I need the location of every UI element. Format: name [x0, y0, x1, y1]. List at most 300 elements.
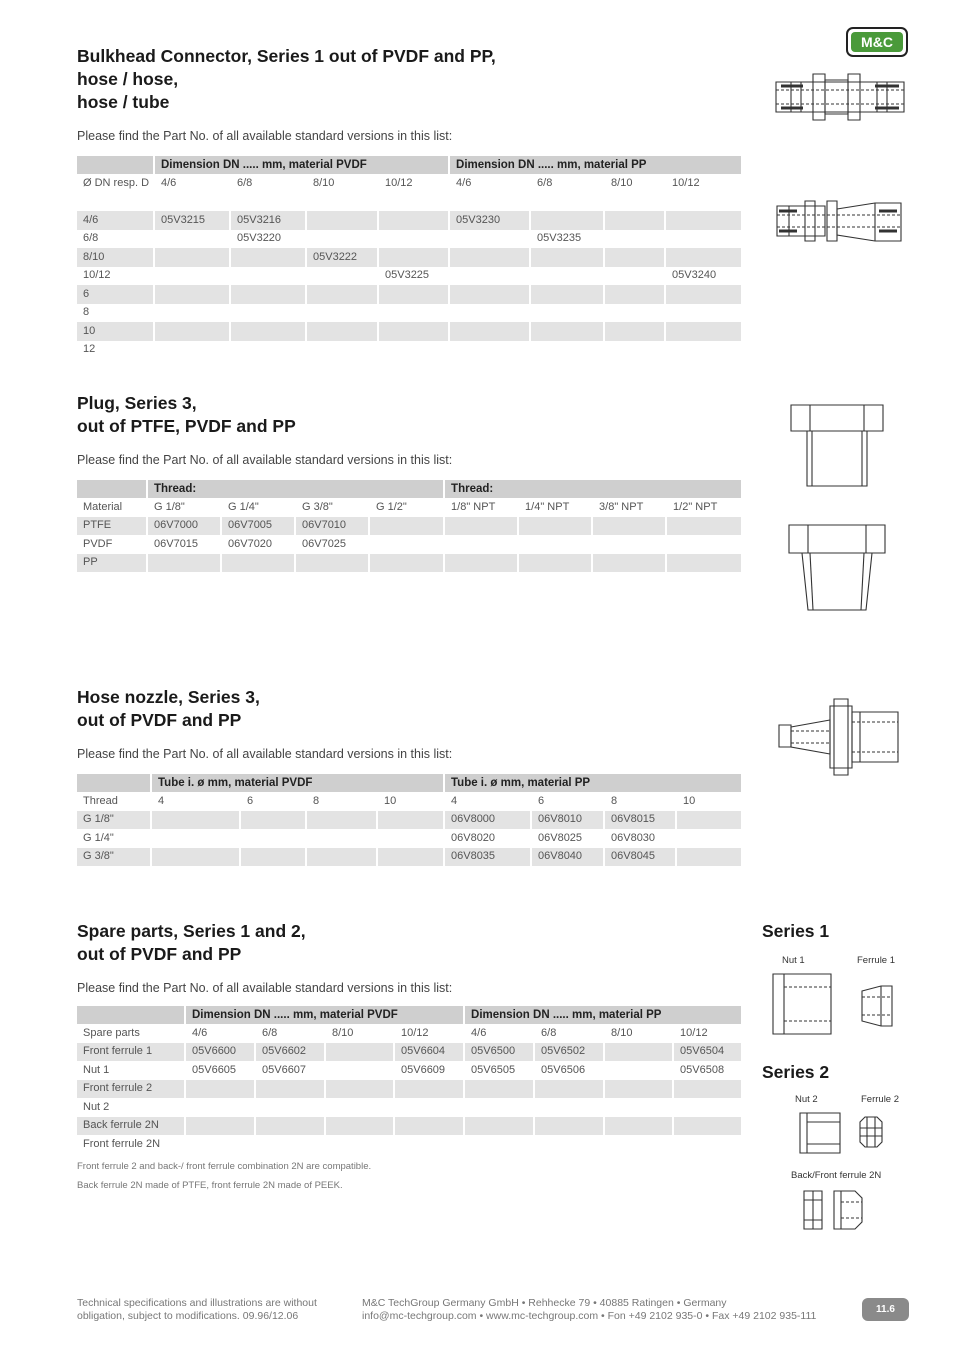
- table-cell: [529, 322, 603, 341]
- table-row: [77, 248, 741, 267]
- table-cell: [448, 322, 529, 341]
- table-cell: [376, 811, 443, 830]
- table-cell: 06V8045: [603, 848, 675, 867]
- spare-note-compatibility: Front ferrule 2 and back-/ front ferrule combination 2N are compatible.: [77, 1161, 372, 1172]
- front-ferrule-2n-drawing: [833, 1190, 863, 1230]
- table-cell: [393, 1117, 463, 1136]
- row-header-label: Material: [83, 500, 123, 513]
- plug-title: [77, 392, 296, 438]
- column-header: G 1/8": [146, 498, 220, 517]
- table-cell: 06V7015: [146, 535, 220, 554]
- table-cell: [324, 1080, 393, 1099]
- table-cell: [463, 1135, 533, 1154]
- group-header-thread-npt: Thread:: [443, 480, 741, 498]
- header-corner: [77, 774, 150, 792]
- table-cell: [675, 829, 741, 848]
- table-cell: [664, 248, 741, 267]
- table-cell: [294, 554, 368, 573]
- table-row: [77, 1098, 741, 1117]
- nut1-label: Nut 1: [782, 955, 805, 966]
- table-cell: [305, 267, 377, 286]
- table-cell: [324, 1117, 393, 1136]
- column-header: 4/6: [184, 1024, 254, 1043]
- table-cell: [448, 285, 529, 304]
- hose-nozzle-drawing: [778, 698, 900, 776]
- column-header: G 3/8": [294, 498, 368, 517]
- nozzle-column-header-row: [77, 792, 741, 811]
- table-row: [77, 829, 741, 848]
- row-label: PTFE: [77, 517, 146, 536]
- bulkhead-title-line: hose / tube: [77, 92, 170, 112]
- spare-parts-table: [77, 1006, 741, 1154]
- column-header: 10: [376, 792, 443, 811]
- footer-disclaimer-line: Technical specifications and illustrations are without: [77, 1297, 317, 1309]
- table-cell: [529, 304, 603, 323]
- column-header: 10: [675, 792, 741, 811]
- column-header: 8: [603, 792, 675, 811]
- table-cell: [675, 811, 741, 830]
- table-cell: 05V3235: [529, 230, 603, 249]
- nozzle-title-line: out of PVDF and PP: [77, 710, 242, 730]
- table-cell: 05V3225: [377, 267, 448, 286]
- bulkhead-title: [77, 45, 496, 114]
- table-cell: 06V7010: [294, 517, 368, 536]
- table-cell: [377, 211, 448, 230]
- column-header: 10/12: [664, 174, 741, 211]
- table-row: [77, 267, 741, 286]
- column-header: 8: [305, 792, 376, 811]
- ferrule2-label: Ferrule 2: [861, 1094, 900, 1105]
- company-logo: [846, 27, 908, 57]
- table-cell: [153, 248, 229, 267]
- table-cell: [153, 267, 229, 286]
- table-cell: [443, 517, 517, 536]
- table-cell: [305, 341, 377, 360]
- table-cell: [305, 211, 377, 230]
- table-cell: 06V7025: [294, 535, 368, 554]
- table-cell: [368, 517, 443, 536]
- table-row: [77, 341, 741, 360]
- table-cell: [664, 341, 741, 360]
- table-cell: [150, 848, 239, 867]
- table-cell: [376, 848, 443, 867]
- spare-title-line: out of PVDF and PP: [77, 944, 242, 964]
- table-cell: [517, 554, 591, 573]
- table-cell: [150, 811, 239, 830]
- table-cell: 05V6602: [254, 1043, 324, 1062]
- column-header: 8/10: [603, 174, 664, 211]
- table-row: [77, 811, 741, 830]
- footer-disclaimer: [77, 1297, 317, 1323]
- table-cell: [665, 535, 741, 554]
- table-cell: 05V6605: [184, 1061, 254, 1080]
- table-cell: [377, 285, 448, 304]
- row-label: 12: [83, 343, 96, 356]
- row-header-label: Thread: [83, 794, 118, 807]
- table-cell: [463, 1117, 533, 1136]
- table-cell: [603, 1061, 672, 1080]
- table-cell: [153, 285, 229, 304]
- table-cell: [393, 1080, 463, 1099]
- nozzle-table: [77, 774, 741, 866]
- group-header-thread-g: Thread:: [146, 480, 443, 498]
- table-row: [77, 848, 741, 867]
- table-cell: 06V8020: [443, 829, 530, 848]
- table-cell: [603, 322, 664, 341]
- back-ferrule-2n-drawing: [803, 1190, 823, 1230]
- row-label: 10/12: [83, 269, 111, 282]
- table-cell: [603, 211, 664, 230]
- column-header: 4/6: [448, 174, 529, 211]
- table-cell: [305, 285, 377, 304]
- table-cell: [184, 1135, 254, 1154]
- table-cell: [591, 535, 665, 554]
- table-row: [77, 304, 741, 323]
- group-header-pp: Dimension DN ..... mm, material PP: [448, 156, 741, 174]
- table-cell: [672, 1098, 741, 1117]
- bulkhead-group-header-row: [77, 156, 741, 174]
- row-label: 10: [77, 322, 153, 341]
- table-cell: [254, 1098, 324, 1117]
- table-row: [77, 1080, 741, 1099]
- table-cell: [229, 341, 305, 360]
- table-cell: 06V8000: [443, 811, 530, 830]
- column-header: 4/6: [463, 1024, 533, 1043]
- table-cell: 05V6604: [393, 1043, 463, 1062]
- bulkhead-column-header-row: [77, 174, 741, 211]
- table-cell: 06V8010: [530, 811, 603, 830]
- table-cell: 05V3220: [229, 230, 305, 249]
- column-header: 6: [530, 792, 603, 811]
- header-corner: [77, 1006, 184, 1024]
- table-cell: [305, 230, 377, 249]
- table-cell: [665, 554, 741, 573]
- column-header: 1/2" NPT: [665, 498, 741, 517]
- row-label: Front ferrule 1: [77, 1043, 184, 1062]
- table-cell: [305, 322, 377, 341]
- table-cell: [529, 285, 603, 304]
- column-header: 6/8: [529, 174, 603, 211]
- plug-group-header-row: [77, 480, 741, 498]
- table-cell: [448, 267, 529, 286]
- row-label: 8: [83, 306, 90, 319]
- table-cell: [305, 304, 377, 323]
- table-row: [77, 535, 741, 554]
- table-row: [77, 1117, 741, 1136]
- table-cell: 05V3230: [448, 211, 529, 230]
- table-cell: [150, 829, 239, 848]
- group-header-pp: Tube i. ø mm, material PP: [443, 774, 741, 792]
- nut1-drawing: [772, 973, 832, 1035]
- table-row: [77, 1135, 741, 1154]
- table-cell: [591, 554, 665, 573]
- table-cell: [463, 1080, 533, 1099]
- table-cell: [184, 1098, 254, 1117]
- table-cell: [603, 304, 664, 323]
- table-row: [77, 1043, 741, 1062]
- nozzle-title-line: Hose nozzle, Series 3,: [77, 687, 260, 707]
- table-cell: [517, 535, 591, 554]
- spare-note-materials: Back ferrule 2N made of PTFE, front ferrule 2N made of PEEK.: [77, 1180, 343, 1191]
- table-cell: [393, 1098, 463, 1117]
- plug-title-line: Plug, Series 3,: [77, 393, 197, 413]
- row-label: 6/8: [83, 232, 99, 245]
- table-cell: [254, 1080, 324, 1099]
- table-cell: 05V3222: [305, 248, 377, 267]
- table-cell: 05V6600: [184, 1043, 254, 1062]
- table-cell: [463, 1098, 533, 1117]
- table-cell: 05V6500: [463, 1043, 533, 1062]
- table-cell: [448, 230, 529, 249]
- plug-column-header-row: [77, 498, 741, 517]
- table-cell: [305, 811, 376, 830]
- row-label: 4/6: [77, 211, 153, 230]
- logo-text: M&C: [851, 32, 903, 52]
- column-header: 8/10: [324, 1024, 393, 1043]
- table-cell: [377, 304, 448, 323]
- ferrule1-label: Ferrule 1: [857, 955, 896, 966]
- column-header: 10/12: [377, 174, 448, 211]
- table-row: [77, 517, 741, 536]
- table-cell: [184, 1080, 254, 1099]
- header-corner: [77, 156, 153, 174]
- table-cell: 05V3215: [153, 211, 229, 230]
- table-cell: 06V8035: [443, 848, 530, 867]
- table-row: [77, 322, 741, 341]
- column-header: 1/8" NPT: [443, 498, 517, 517]
- table-cell: [603, 1135, 672, 1154]
- spare-title: [77, 920, 306, 966]
- table-cell: 05V6505: [463, 1061, 533, 1080]
- table-cell: [664, 211, 741, 230]
- table-cell: [603, 248, 664, 267]
- table-cell: [448, 341, 529, 360]
- column-header: 10/12: [672, 1024, 741, 1043]
- bulkhead-hose-tube-drawing: [775, 201, 903, 243]
- table-cell: [229, 322, 305, 341]
- column-header: 4/6: [153, 174, 229, 211]
- table-cell: [603, 1043, 672, 1062]
- plug-intro: Please find the Part No. of all available standard versions in this list:: [77, 453, 453, 467]
- table-cell: [377, 248, 448, 267]
- table-cell: [672, 1135, 741, 1154]
- table-cell: [220, 554, 294, 573]
- row-label: Back ferrule 2N: [77, 1117, 184, 1136]
- table-cell: [448, 304, 529, 323]
- table-cell: [603, 341, 664, 360]
- nozzle-title: [77, 686, 260, 732]
- footer-address-line: M&C TechGroup Germany GmbH • Rehhecke 79 • 40885 Ratingen • Germany: [362, 1297, 727, 1309]
- column-header: G 1/4": [220, 498, 294, 517]
- spare-title-line: Spare parts, Series 1 and 2,: [77, 921, 306, 941]
- table-cell: [229, 304, 305, 323]
- ferrule2n-label: Back/Front ferrule 2N: [791, 1170, 882, 1181]
- table-cell: 06V7000: [146, 517, 220, 536]
- table-cell: [603, 267, 664, 286]
- table-cell: [254, 1117, 324, 1136]
- row-label: G 1/8": [77, 811, 150, 830]
- table-cell: [529, 248, 603, 267]
- plug-npt-thread-drawing: [788, 524, 886, 612]
- table-cell: [184, 1117, 254, 1136]
- table-cell: [603, 1098, 672, 1117]
- table-cell: [239, 829, 305, 848]
- table-cell: 05V6609: [393, 1061, 463, 1080]
- footer-contact-line: info@mc-techgroup.com • www.mc-techgroup.com • Fon +49 2102 935-0 • Fax +49 2102 935-111: [362, 1310, 817, 1322]
- table-cell: [664, 304, 741, 323]
- column-header: 6/8: [229, 174, 305, 211]
- table-cell: [324, 1043, 393, 1062]
- table-cell: [153, 322, 229, 341]
- table-cell: [377, 341, 448, 360]
- table-cell: [533, 1135, 603, 1154]
- table-cell: [672, 1080, 741, 1099]
- series1-title: Series 1: [762, 921, 830, 941]
- table-cell: [254, 1135, 324, 1154]
- table-cell: [377, 322, 448, 341]
- header-corner: [77, 480, 146, 498]
- column-header: 6/8: [533, 1024, 603, 1043]
- spare-column-header-row: [77, 1024, 741, 1043]
- row-label: G 3/8": [77, 848, 150, 867]
- column-header: 1/4" NPT: [517, 498, 591, 517]
- table-cell: [443, 554, 517, 573]
- group-header-pp: Dimension DN ..... mm, material PP: [463, 1006, 741, 1024]
- table-cell: [533, 1080, 603, 1099]
- row-label: G 1/4": [83, 831, 114, 844]
- table-cell: [529, 267, 603, 286]
- nozzle-group-header-row: [77, 774, 741, 792]
- table-cell: [153, 304, 229, 323]
- row-label: PVDF: [83, 537, 113, 550]
- row-header-label: Spare parts: [83, 1026, 140, 1039]
- row-label: Front ferrule 2N: [83, 1137, 161, 1150]
- table-cell: [368, 535, 443, 554]
- table-cell: 05V6504: [672, 1043, 741, 1062]
- nozzle-intro: Please find the Part No. of all available standard versions in this list:: [77, 747, 453, 761]
- table-cell: [239, 848, 305, 867]
- table-cell: [376, 829, 443, 848]
- table-cell: [393, 1135, 463, 1154]
- table-cell: 05V6502: [533, 1043, 603, 1062]
- table-cell: [533, 1117, 603, 1136]
- plug-title-line: out of PTFE, PVDF and PP: [77, 416, 296, 436]
- table-cell: [305, 848, 376, 867]
- group-header-pvdf: Dimension DN ..... mm, material PVDF: [153, 156, 448, 174]
- table-cell: [146, 554, 220, 573]
- bulkhead-hose-hose-drawing: [773, 72, 903, 122]
- row-label: Nut 1: [83, 1063, 110, 1076]
- table-cell: [324, 1135, 393, 1154]
- nut2-label: Nut 2: [795, 1094, 818, 1105]
- table-cell: [665, 517, 741, 536]
- bulkhead-intro: Please find the Part No. of all available standard versions in this list:: [77, 129, 453, 143]
- row-label: Nut 2: [83, 1100, 110, 1113]
- ferrule1-drawing: [861, 985, 893, 1027]
- table-cell: 06V8015: [603, 811, 675, 830]
- table-cell: [603, 1117, 672, 1136]
- table-cell: [529, 211, 603, 230]
- table-cell: [664, 322, 741, 341]
- row-label: 6: [77, 285, 153, 304]
- table-cell: [368, 554, 443, 573]
- table-cell: [153, 341, 229, 360]
- table-cell: [153, 230, 229, 249]
- column-header: 6: [239, 792, 305, 811]
- bulkhead-title-line: Bulkhead Connector, Series 1 out of PVDF and PP,: [77, 46, 496, 66]
- table-cell: 05V3240: [664, 267, 741, 286]
- table-cell: [529, 341, 603, 360]
- page-number-badge: 11.6: [862, 1298, 909, 1321]
- table-cell: [229, 285, 305, 304]
- table-cell: 06V8025: [530, 829, 603, 848]
- plug-table: [77, 480, 741, 572]
- table-cell: 06V8040: [530, 848, 603, 867]
- footer-contact: [362, 1297, 816, 1323]
- column-header: 4: [443, 792, 530, 811]
- footer-disclaimer-line: obligation, subject to modifications. 09.96/12.06: [77, 1310, 299, 1322]
- table-cell: [324, 1061, 393, 1080]
- table-cell: 06V7005: [220, 517, 294, 536]
- table-cell: [603, 285, 664, 304]
- table-row: [77, 285, 741, 304]
- spare-group-header-row: [77, 1006, 741, 1024]
- table-cell: [664, 285, 741, 304]
- table-row: [77, 554, 741, 573]
- column-header: 8/10: [603, 1024, 672, 1043]
- row-label: PP: [77, 554, 146, 573]
- column-header: 4: [150, 792, 239, 811]
- table-cell: [229, 248, 305, 267]
- table-cell: [603, 230, 664, 249]
- row-header-label: Ø DN resp. D: [83, 177, 150, 189]
- bulkhead-title-line: hose / hose,: [77, 69, 179, 89]
- table-row: [77, 230, 741, 249]
- plug-g-thread-drawing: [790, 404, 884, 488]
- row-label: Front ferrule 2: [77, 1080, 184, 1099]
- table-cell: [448, 248, 529, 267]
- group-header-pvdf: Tube i. ø mm, material PVDF: [150, 774, 443, 792]
- table-cell: 05V6506: [533, 1061, 603, 1080]
- group-header-pvdf: Dimension DN ..... mm, material PVDF: [184, 1006, 463, 1024]
- table-cell: 06V7020: [220, 535, 294, 554]
- ferrule2-drawing: [859, 1116, 883, 1148]
- table-row: [77, 1061, 741, 1080]
- table-cell: [591, 517, 665, 536]
- table-cell: 05V6508: [672, 1061, 741, 1080]
- table-cell: [443, 535, 517, 554]
- table-cell: 05V6607: [254, 1061, 324, 1080]
- table-cell: [239, 811, 305, 830]
- table-cell: [377, 230, 448, 249]
- row-label: 8/10: [77, 248, 153, 267]
- table-cell: [517, 517, 591, 536]
- series2-title: Series 2: [762, 1062, 830, 1082]
- table-cell: [672, 1117, 741, 1136]
- column-header: 10/12: [393, 1024, 463, 1043]
- column-header: 8/10: [305, 174, 377, 211]
- bulkhead-table: [77, 156, 741, 359]
- spare-intro: Please find the Part No. of all available standard versions in this list:: [77, 981, 453, 995]
- table-cell: [664, 230, 741, 249]
- table-cell: 06V8030: [603, 829, 675, 848]
- table-cell: 05V3216: [229, 211, 305, 230]
- column-header: 6/8: [254, 1024, 324, 1043]
- nut2-drawing: [799, 1112, 841, 1154]
- table-cell: [324, 1098, 393, 1117]
- column-header: G 1/2": [368, 498, 443, 517]
- table-cell: [603, 1080, 672, 1099]
